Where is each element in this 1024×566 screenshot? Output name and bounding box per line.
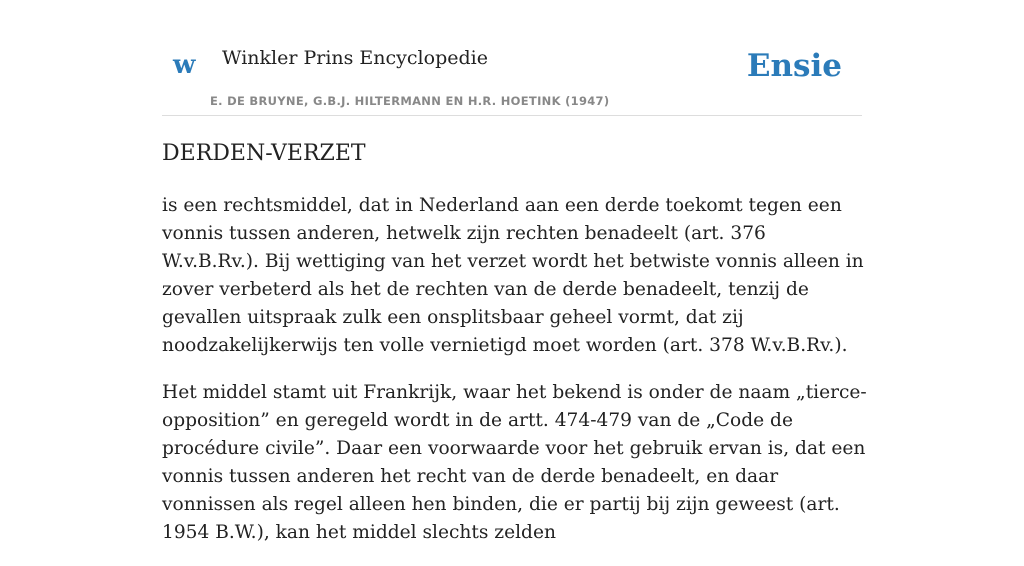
- source-title[interactable]: Winkler Prins Encyclopedie: [222, 47, 488, 69]
- winkler-prins-logo[interactable]: w: [173, 50, 196, 80]
- source-authors: E. DE BRUYNE, G.B.J. HILTERMANN EN H.R. HOETINK (1947): [210, 94, 610, 108]
- entry-title: DERDEN-VERZET: [162, 141, 366, 166]
- entry-paragraph-1: is een rechtsmiddel, dat in Nederland aan een derde toekomt tegen een vonnis tussen anderen, hetwelk zijn rechten benadeelt (art. 376 W.v.B.Rv.). Bij wettiging van het verzet wordt het betwiste vonnis alleen in zover verbeterd als het de rechten van de derde benadeelt, tenzij de gevallen uitspraak zulk een onsplitsbaar geheel vormt, dat zij noodzakelijkerwijs ten volle vernietigd moet worden (art. 378 W.v.B.Rv.).: [162, 195, 864, 356]
- entry-body: [162, 192, 868, 566]
- ensie-logo[interactable]: Ensie: [746, 48, 842, 84]
- source-header: [162, 38, 862, 116]
- entry-paragraph-2: Het middel stamt uit Frankrijk, waar het bekend is onder de naam „tierce-opposition” en geregeld wordt in de artt. 474-479 van de „Code de procédure civile”. Daar een voorwaarde voor het gebruik ervan is, dat een vonnis tussen anderen het recht van de derde benadeelt, en daar vonnissen als regel alleen hen binden, die er partij bij zijn geweest (art. 1954 B.W.), kan het middel slechts zelden: [162, 382, 867, 543]
